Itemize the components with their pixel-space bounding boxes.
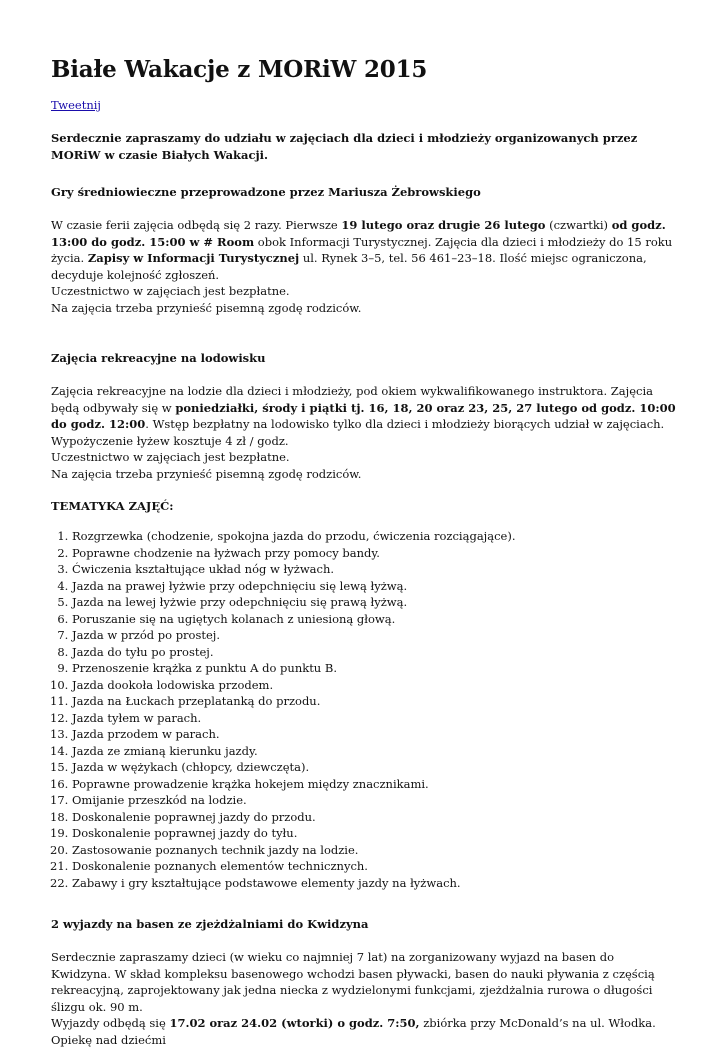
text-span: . Wstęp bezpłatny na lodowisko tylko dla dzieci i młodzieży biorących udział w zajęciach. Wypożyczenie łyżew kosztuje 4 zł / godz. (51, 417, 665, 448)
list-item: 7. Jazda w przód po prostej. (72, 627, 677, 644)
list-item: 11. Jazda na Łuckach przeplatanką do przodu. (72, 693, 677, 710)
text-span: ul. Rynek 3–5, tel. 56 461–23–18. Ilość miejsc ograniczona, decyduje kolejność zgłoszeń. (51, 251, 647, 282)
list-item: 16. Poprawne prowadzenie krążka hokejem między znacznikami. (72, 776, 677, 793)
registration-bold: Zapisy w Informacji Turystycznej (87, 251, 300, 265)
list-item: 14. Jazda ze zmianą kierunku jazdy. (72, 743, 677, 760)
text-span: obok Informacji Turystycznej. Zajęcia dla dzieci i młodzieży do 15 roku życia. (51, 234, 673, 265)
tweet-link[interactable]: Tweetnij (51, 98, 101, 112)
list-item: 13. Jazda przodem w parach. (72, 726, 677, 743)
list-item: 12. Jazda tyłem w parach. (72, 710, 677, 727)
dates-bold: 19 lutego oraz drugie 26 lutego (341, 218, 546, 232)
medieval-games-paragraph (51, 217, 677, 316)
text-span: Serdecznie zapraszamy dzieci (w wieku co najmniej 7 lat) na zorganizowany wyjazd na basen do Kwidzyna. W skład kompleksu basenowego wchodzi basen pływacki, basen do nauki pływania z częścią rekreacyjną, zaprojektowany jak jedna niecka z wydzielonymi funkcjami, zjeżdżalnia rurowa o długości ślizgu ok. 90 m. (51, 950, 655, 1014)
ice-rink-paragraph (51, 383, 677, 482)
list-item: 6. Poruszanie się na ugiętych kolanach z uniesioną głową. (72, 611, 677, 628)
text-span: zbiórka przy McDonald’s na ul. Włodka. Opiekę nad dziećmi (51, 1016, 656, 1047)
text-span: (czwartki) (545, 218, 612, 232)
text-span: Zajęcia rekreacyjne na lodzie dla dzieci i młodzieży, pod okiem wykwalifikowanego instruktora. Zajęcia będą odbywały się w (51, 384, 653, 415)
list-item: 19. Doskonalenie poprawnej jazdy do tyłu. (72, 825, 677, 842)
list-item: 3. Ćwiczenia kształtujące układ nóg w łyżwach. (72, 561, 677, 578)
list-item: 10. Jazda dookoła lodowiska przodem. (72, 677, 677, 694)
intro-text: Serdecznie zapraszamy do udziału w zajęciach dla dzieci i młodzieży organizowanych przez MORiW w czasie Białych Wakacji. (51, 131, 638, 162)
list-item: 1. Rozgrzewka (chodzenie, spokojna jazda do przodu, ćwiczenia rozciągające). (72, 528, 677, 545)
schedule-bold: poniedziałki, środy i piątki tj. 16, 18, 20 oraz 23, 25, 27 lutego od godz. 10:00 do godz. 12:00 (51, 400, 676, 431)
list-item: 9. Przenoszenie krążka z punktu A do punktu B. (72, 660, 677, 677)
list-item: 20. Zastosowanie poznanych technik jazdy na lodzie. (72, 842, 677, 859)
free-participation-text: Uczestnictwo w zajęciach jest bezpłatne. (51, 450, 290, 464)
page-title: Białe Wakacje z MORiW 2015 (51, 56, 428, 83)
parental-consent-text: Na zajęcia trzeba przynieść pisemną zgodę rodziców. (51, 300, 362, 315)
list-item: 17. Omijanie przeszkód na lodzie. (72, 792, 677, 809)
list-item: 8. Jazda do tyłu po prostej. (72, 644, 677, 661)
section-heading-medieval-games: Gry średniowieczne przeprowadzone przez Mariusza Żebrowskiego (51, 185, 481, 199)
list-item: 5. Jazda na lewej łyżwie przy odepchnięciu się prawą łyżwą. (72, 594, 677, 611)
list-item: 21. Doskonalenie poznanych elementów technicznych. (72, 858, 677, 875)
section-heading-ice-rink: Zajęcia rekreacyjne na lodowisku (51, 351, 266, 365)
list-item: 4. Jazda na prawej łyżwie przy odepchnięciu się lewą łyżwą. (72, 578, 677, 595)
text-span: Wyjazdy odbędą się (51, 1016, 170, 1030)
parental-consent-text: Na zajęcia trzeba przynieść pisemną zgodę rodziców. (51, 466, 362, 481)
topics-heading: TEMATYKA ZAJĘĆ: (51, 499, 174, 513)
list-item: 18. Doskonalenie poprawnej jazdy do przodu. (72, 809, 677, 826)
section-heading-pool-trips: 2 wyjazdy na basen ze zjeżdżalniami do Kwidzyna (51, 917, 369, 931)
time-bold: od godz. 13:00 do godz. 15:00 w # Room (51, 218, 666, 249)
list-item: 22. Zabawy i gry kształtujące podstawowe elementy jazdy na łyżwach. (72, 875, 677, 892)
list-item: 2. Poprawne chodzenie na łyżwach przy pomocy bandy. (72, 545, 677, 562)
free-participation-text: Uczestnictwo w zajęciach jest bezpłatne. (51, 284, 290, 298)
pool-trips-paragraph (51, 949, 677, 1048)
topics-list (51, 528, 677, 891)
text-span: W czasie ferii zajęcia odbędą się 2 razy. Pierwsze (51, 218, 342, 232)
list-item: 15. Jazda w wężykach (chłopcy, dziewczęta). (72, 759, 677, 776)
trip-dates-bold: 17.02 oraz 24.02 (wtorki) o godz. 7:50, (169, 1016, 420, 1030)
